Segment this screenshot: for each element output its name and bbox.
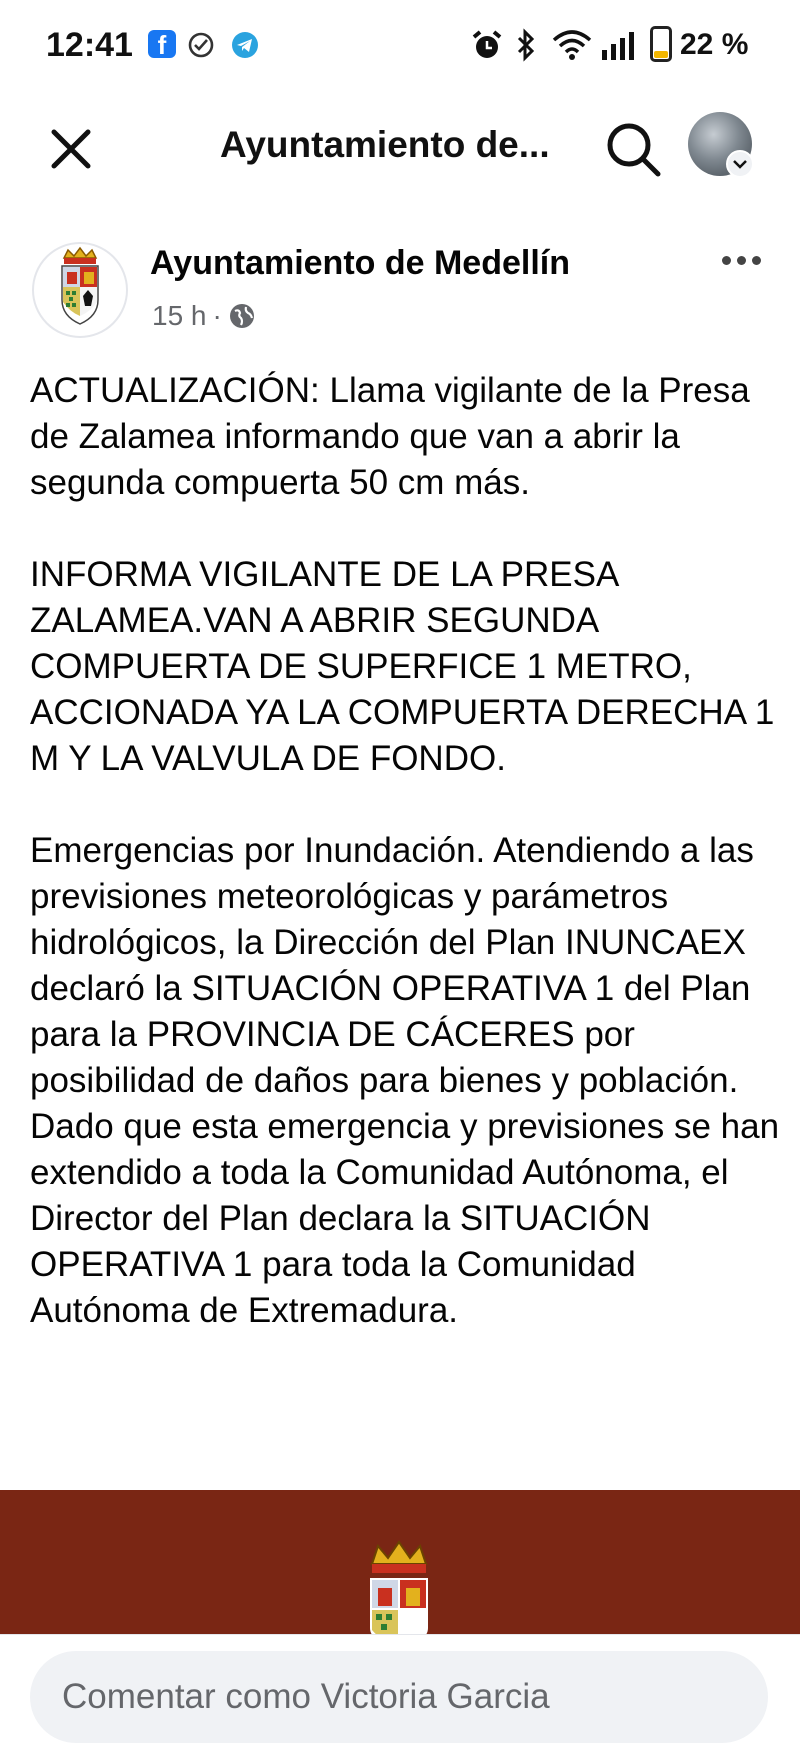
search-icon	[602, 118, 664, 180]
post-body	[30, 368, 780, 1380]
header-title: Ayuntamiento de...	[220, 124, 550, 165]
page-header	[0, 100, 800, 200]
post-time[interactable]: 15 h	[152, 300, 207, 331]
alarm-icon	[470, 28, 504, 67]
post-header	[0, 230, 800, 350]
post-paragraph: Emergencias por Inundación. Atendiendo a las previsiones meteorológicas y parámetros hidrológicos, la Dirección del Plan INUNCAEX declaró la SITUACIÓN OPERATIVA 1 del Plan para la PROVINCIA DE CÁCERES por posibilidad de daños para bienes y población. Dado que esta emergencia y previsiones se han extendido a toda la Comunidad Autónoma, el Director del Plan declara la SITUACIÓN OPERATIVA 1 para toda la Comunidad Autónoma de Extremadura.	[30, 831, 780, 1330]
facebook-icon: f	[148, 30, 176, 58]
battery-percentage: 22 %	[680, 28, 749, 61]
battery-icon	[650, 26, 672, 62]
post-image[interactable]	[0, 1490, 800, 1640]
close-icon	[44, 122, 98, 176]
status-bar	[0, 0, 800, 100]
more-dot	[752, 256, 761, 265]
coat-of-arms-icon	[366, 1538, 432, 1640]
check-circle-icon	[186, 30, 216, 65]
status-time: 12:41	[46, 26, 133, 64]
post-paragraph: ACTUALIZACIÓN: Llama vigilante de la Presa de Zalamea informando que van a abrir la segunda compuerta 50 cm más.	[30, 371, 750, 502]
comment-input[interactable]: Comentar como Victoria Garcia	[30, 1651, 768, 1743]
meta-separator: ·	[212, 300, 222, 331]
signal-icon	[600, 30, 640, 65]
telegram-icon	[230, 30, 260, 65]
page-name[interactable]: Ayuntamiento de Medellín	[150, 244, 571, 282]
bluetooth-icon	[514, 28, 538, 67]
comment-bar	[0, 1634, 800, 1761]
coat-of-arms-icon	[34, 244, 126, 336]
more-dot	[737, 256, 746, 265]
post-meta	[152, 300, 256, 332]
wifi-icon	[552, 30, 592, 65]
chevron-down-icon	[726, 150, 754, 178]
more-options-button[interactable]	[722, 252, 778, 276]
close-button[interactable]	[44, 122, 98, 176]
profile-avatar[interactable]	[688, 112, 752, 176]
globe-icon	[228, 302, 256, 330]
more-dot	[722, 256, 731, 265]
post-paragraph: INFORMA VIGILANTE DE LA PRESA ZALAMEA.VAN A ABRIR SEGUNDA COMPUERTA DE SUPERFICE 1 METRO, ACCIONADA YA LA COMPUERTA DERECHA 1 M Y LA VALVULA DE FONDO.	[30, 555, 775, 778]
page-avatar[interactable]	[32, 242, 128, 338]
search-button[interactable]	[602, 118, 664, 180]
